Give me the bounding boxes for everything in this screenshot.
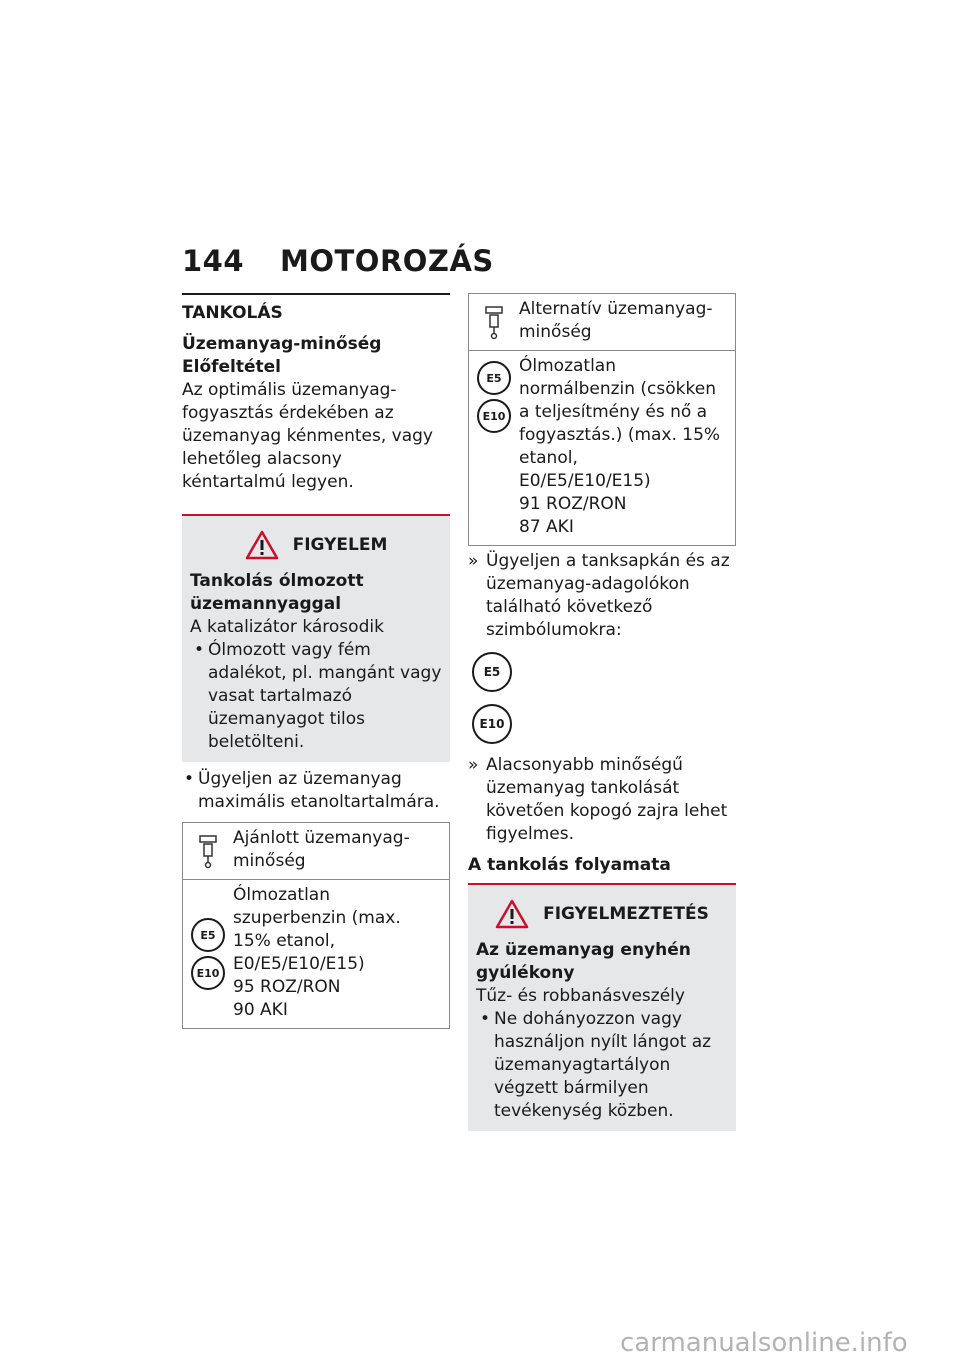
warning-label: FIGYELEM: [292, 535, 388, 555]
warning-cause: A katalizátor károsodik: [190, 617, 384, 637]
e5-symbol-icon: E5: [477, 361, 511, 395]
warning-cause: Tűz- és robbanásveszély: [476, 986, 685, 1006]
warning-box: [182, 514, 450, 762]
warning-title: Az üzemanyag enyhén gyúlékony: [476, 940, 691, 983]
precondition-text: Az optimális üzemanyag-fogyasztás érdekében az üzemanyag kénmentes, vagy lehetőleg alacsony kéntartalmú legyen.: [182, 380, 433, 492]
fuel-pump-nozzle-icon: [483, 304, 505, 340]
fuel-table-recommended: [182, 822, 450, 1029]
fuel-table-body-row: [183, 879, 449, 1028]
table-header-text: Ajánlott üzemanyag-minőség: [233, 828, 410, 871]
e10-symbol-icon: E10: [477, 399, 511, 433]
fuel-table-body-row: [469, 350, 735, 545]
warning-bullet: • Ne dohányozzon vagy használjon nyílt lángot az üzemanyagtartályon végzett bármilyen tevékenység közben.: [476, 1008, 728, 1123]
warning-triangle-icon: [495, 899, 529, 929]
page-number: 144: [182, 244, 245, 278]
table-body-text: Ólmozatlan szuperbenzin (max. 15% etanol, E0/E5/E10/E15) 95 ROZ/RON 90 AKI: [233, 885, 401, 1020]
watermark: carmanualsonline.info: [620, 1328, 908, 1358]
fuel-symbols: [472, 652, 736, 744]
e10-symbol-icon: E10: [191, 956, 225, 990]
fuel-pump-nozzle-icon: [197, 833, 219, 869]
subheading: Üzemanyag-minőség: [182, 334, 382, 354]
step-check-symbols: » Ügyeljen a tanksapkán és az üzemanyag-adagolókon található következő szimbólumokra:: [468, 550, 736, 642]
fuel-table-alternative: [468, 293, 736, 546]
table-header-text: Alternatív üzemanyag-minőség: [519, 299, 713, 342]
procedure-title: A tankolás folyamata: [468, 855, 671, 875]
warning-header: [476, 899, 728, 929]
warning-title: Tankolás ólmozott üzemannyaggal: [190, 571, 364, 614]
warning-label: FIGYELMEZTETÉS: [543, 904, 709, 924]
e5-symbol-icon: E5: [191, 918, 225, 952]
e10-symbol-icon: E10: [472, 704, 512, 744]
instruction-bullet: • Ügyeljen az üzemanyag maximális etanoltartalmára.: [182, 768, 450, 814]
step-knocking-note: » Alacsonyabb minőségű üzemanyag tankolását követően kopogó zajra lehet figyelmes.: [468, 754, 736, 846]
warning-header: [190, 530, 442, 560]
section-rule: [182, 293, 450, 295]
table-body-text: Ólmozatlan normálbenzin (csökken a teljesítmény és nő a fogyasztás.) (max. 15% etanol, E0/E5/E10/E15) 91 ROZ/RON 87 AKI: [519, 356, 721, 537]
warning-bullets: [190, 639, 442, 754]
warning-bullet: • Ólmozott vagy fém adalékot, pl. mangánt vagy vasat tartalmazó üzemanyagot tilos beletölteni.: [190, 639, 442, 754]
warning-box: [468, 883, 736, 1131]
e5-symbol-icon: E5: [472, 652, 512, 692]
right-column: [468, 293, 736, 1131]
fuel-table-header-row: [183, 823, 449, 879]
warning-bullets: [476, 1008, 728, 1123]
fuel-table-header-row: [469, 294, 735, 350]
section-title: TANKOLÁS: [182, 303, 283, 323]
left-column: [182, 293, 450, 1029]
page-header: [182, 244, 494, 278]
chapter-title: MOTOROZÁS: [280, 244, 494, 278]
warning-triangle-icon: [245, 530, 279, 560]
precondition-title: Előfeltétel: [182, 357, 282, 377]
